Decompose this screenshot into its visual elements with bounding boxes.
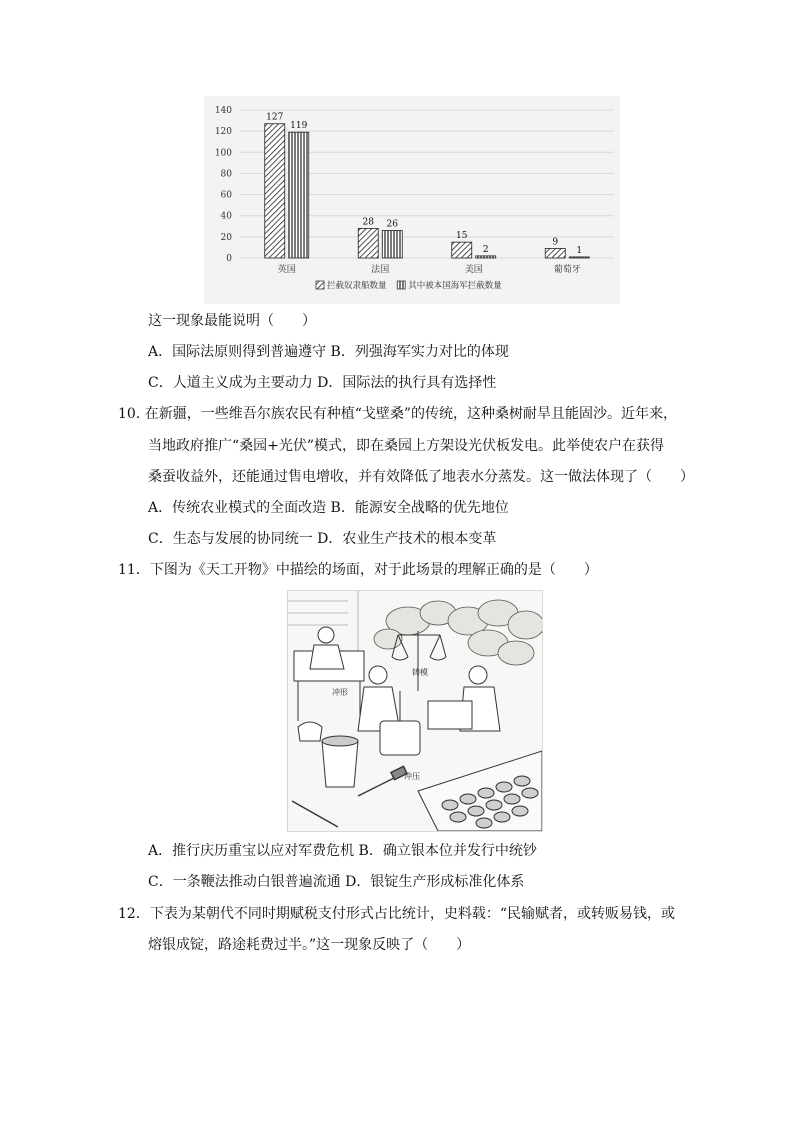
bar-chart-svg (204, 96, 620, 304)
q11-stem: 11．下图为《天工开物》中描绘的场面，对于此场景的理解正确的是（ ） (118, 562, 598, 578)
worker-center (358, 666, 420, 755)
legend-label: 拦截奴隶船数量 (327, 281, 387, 291)
worker-left (294, 627, 364, 721)
x-tick-label: 美国 (464, 265, 483, 275)
q10-stem-line2: 当地政府推广“桑园+光伏”模式，即在桑园上方架设光伏板发电。此举使农户在获得 (148, 438, 665, 454)
q9-options-ab: A．国际法原则得到普遍遵守 B．列强海军实力对比的体现 (148, 344, 509, 360)
x-tick-label: 英国 (277, 265, 296, 275)
rocks-pile (374, 600, 542, 665)
y-tick-label: 40 (220, 211, 232, 222)
balance-scale (392, 631, 446, 691)
q10-options-ab: A．传统农业模式的全面改造 B．能源安全战略的优先地位 (148, 500, 509, 516)
q10-stem-line1: 10. 在新疆，一些维吾尔族农民有种植“戈壁桑”的传统，这种桑树耐旱且能固沙。近年来， (118, 406, 678, 422)
q10-stem-line3: 桑蚕收益外，还能通过售电增收，并有效降低了地表水分蒸发。这一做法体现了（ ） (148, 469, 694, 485)
bar-chart (204, 96, 620, 304)
data-label: 28 (362, 217, 374, 228)
y-tick-label: 140 (214, 106, 232, 116)
q12-stem-line1: 12．下表为某朝代不同时期赋税支付形式占比统计，史料载：“民输赋者，或转贩易钱，或 (118, 906, 675, 922)
y-tick-label: 60 (220, 190, 232, 201)
tiangong-kaiwu-illustration (287, 590, 543, 832)
y-tick-label: 100 (214, 148, 232, 159)
x-tick-label: 葡萄牙 (553, 265, 581, 275)
bar-own-navy (569, 257, 589, 258)
q10-options-cd: C．生态与发展的协同统一 D．农业生产技术的根本变革 (148, 531, 497, 547)
label-zhumo: 铸模 (412, 668, 428, 677)
bar-intercepted (265, 124, 285, 258)
coin-tray (418, 751, 542, 831)
bar-intercepted (452, 242, 472, 258)
y-tick-label: 80 (220, 169, 232, 180)
label-chongya: 冲压 (404, 772, 420, 781)
legend-swatch (316, 281, 324, 289)
bar-own-navy (289, 132, 309, 258)
data-label: 26 (386, 219, 398, 230)
bar-own-navy (476, 256, 496, 258)
bar-intercepted (545, 248, 565, 258)
data-label: 127 (266, 112, 284, 123)
data-label: 119 (290, 121, 308, 132)
bucket (298, 722, 358, 787)
bar-own-navy (382, 231, 402, 258)
label-chongxing: 冲形 (332, 688, 348, 697)
q12-stem-line2: 熔银成锭，路途耗费过半。”这一现象反映了（ ） (148, 937, 471, 953)
legend-swatch (397, 281, 405, 289)
x-tick-label: 法国 (371, 265, 390, 275)
y-tick-label: 0 (226, 254, 232, 264)
q11-options-ab: A．推行庆历重宝以应对军费危机 B．确立银本位并发行中统钞 (148, 843, 537, 859)
legend-label: 其中被本国海军拦截数量 (408, 281, 502, 291)
bar-intercepted (358, 228, 378, 258)
illustration-svg (288, 591, 542, 831)
q9-options-cd: C．人道主义成为主要动力 D．国际法的执行具有选择性 (148, 375, 497, 391)
worker-right (428, 666, 500, 731)
q9-stem: 这一现象最能说明（ ） (148, 313, 316, 329)
q11-options-cd: C．一条鞭法推动白银普遍流通 D．银锭生产形成标准化体系 (148, 874, 525, 890)
data-label: 9 (552, 237, 559, 248)
data-label: 2 (482, 244, 489, 255)
data-label: 15 (456, 231, 468, 242)
y-tick-label: 120 (214, 127, 232, 138)
data-label: 1 (576, 245, 583, 256)
y-tick-label: 20 (220, 232, 232, 243)
